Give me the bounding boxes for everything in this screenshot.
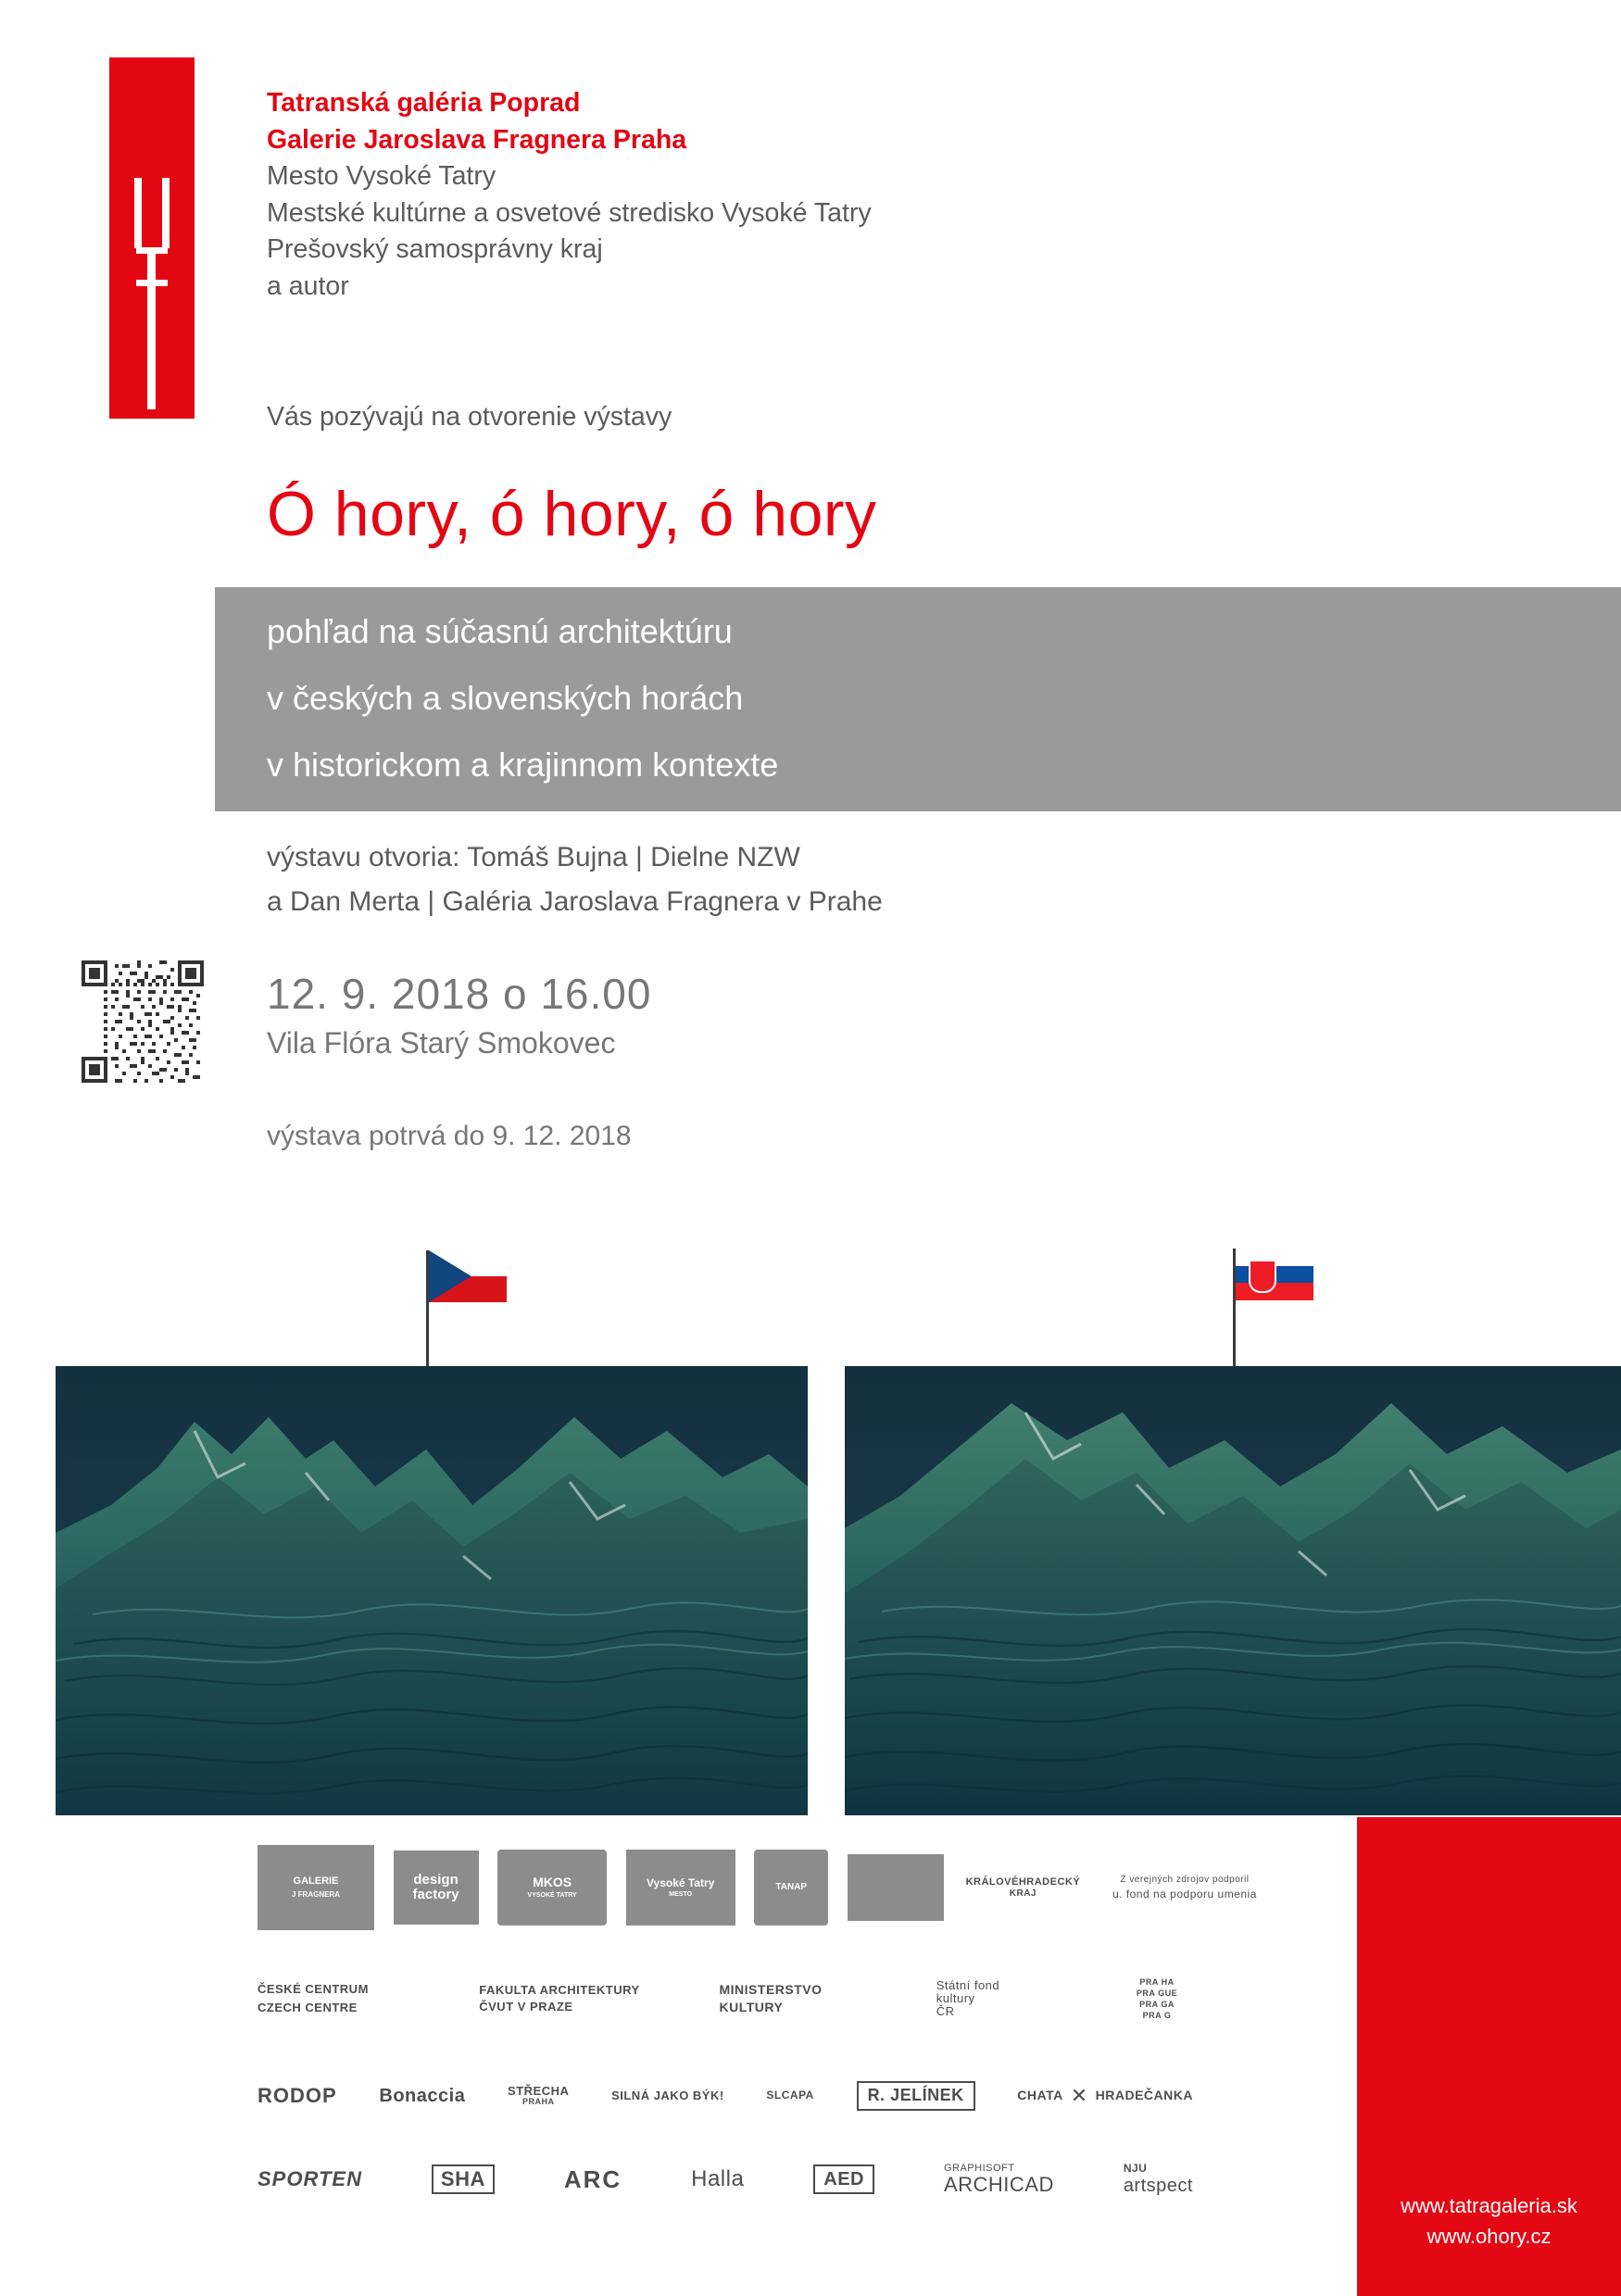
sponsor-label: Státní fond	[936, 1977, 1000, 1992]
event-date-block	[267, 969, 651, 1060]
mountain-painting-left	[56, 1366, 808, 1815]
sponsor-sublabel: CZECH CENTRE	[258, 2000, 358, 2014]
sponsor-label: AED	[823, 2169, 864, 2189]
sponsor-label: SPORTEN	[258, 2166, 362, 2190]
invitation-line: Vás pozývajú na otvorenie výstavy	[267, 402, 672, 432]
exhibition-duration: výstava potrvá do 9. 12. 2018	[267, 1121, 632, 1151]
sponsor-logo-arc[interactable]	[564, 2166, 622, 2193]
sponsor-logo-fpu[interactable]	[1102, 1875, 1267, 1901]
sponsor-logo-silna-jako-byk[interactable]	[611, 2089, 724, 2102]
czech-flag-icon	[429, 1250, 507, 1302]
organiser-line: a autor	[267, 270, 349, 301]
sponsor-row-2	[258, 1965, 1193, 2032]
sponsor-sublabel2: ČR	[936, 2004, 955, 2019]
sponsor-logo-r-jelinek[interactable]	[857, 2081, 975, 2111]
opener-line: a Dan Merta | Galéria Jaroslava Fragnera v Prahe	[267, 886, 883, 917]
organiser-line: Tatranská galéria Poprad	[267, 88, 581, 118]
organiser-line: Prešovský samosprávny kraj	[267, 234, 603, 264]
sponsor-label: SILNÁ JAKO BÝK!	[611, 2088, 724, 2102]
sponsor-logo-aed[interactable]	[813, 2164, 874, 2194]
organiser-line: Mestské kultúrne a osvetové stredisko Vysoké Tatry	[267, 197, 872, 228]
sponsor-logo-fa-cvut[interactable]	[479, 1984, 664, 2014]
sponsor-label: KRÁLOVÉHRADECKÝ	[965, 1876, 1081, 1888]
sponsor-logo-sfk-cr[interactable]	[936, 1979, 1066, 2019]
sponsor-label: Z verejných zdrojov podporil	[1120, 1874, 1250, 1885]
sponsor-label: FAKULTA ARCHITEKTURY	[479, 1983, 640, 1998]
sponsor-label: GALERIE	[293, 1876, 339, 1888]
mountain-painting-right	[845, 1366, 1621, 1815]
sponsor-label: ARC	[563, 2164, 622, 2193]
artwork-right	[845, 1366, 1621, 1815]
sponsor-logo-mkos[interactable]	[497, 1850, 607, 1926]
sponsor-logo-praha[interactable]	[1121, 1976, 1193, 2022]
sponsor-logo-kralovehradecky-kraj[interactable]	[962, 1876, 1083, 1898]
sponsor-sublabel: PRAHA	[521, 2097, 555, 2107]
sponsor-row-3	[258, 2075, 1193, 2117]
sponsor-label: CHATA	[1017, 2088, 1063, 2103]
sponsor-sublabel: KRAJ	[1009, 1888, 1037, 1899]
organiser-line: Mesto Vysoké Tatry	[267, 161, 496, 191]
footer-red-block	[1357, 1817, 1621, 2296]
sponsor-label: NJU	[1123, 2162, 1148, 2176]
subtitle-line: pohľad na súčasnú architektúru	[267, 612, 733, 650]
sponsor-label: ČESKÉ CENTRUM	[258, 1982, 369, 1997]
sponsor-label: Vysoké Tatry	[647, 1876, 715, 1889]
sponsor-logo-artspect[interactable]	[1124, 2163, 1193, 2195]
artwork-left	[56, 1366, 808, 1815]
sponsor-sublabel: HRADEČANKA	[1095, 2088, 1193, 2103]
sponsor-sublabel: ČVUT V PRAZE	[479, 1999, 573, 2014]
sponsor-logo-bonaccia[interactable]	[379, 2086, 465, 2106]
sponsor-sublabel: MESTO	[669, 1891, 693, 1899]
sponsor-sublabel: factory	[412, 1887, 459, 1902]
sponsor-sublabel: KULTURY	[719, 1999, 784, 2014]
organiser-line: Galerie Jaroslava Fragnera Praha	[267, 124, 687, 155]
sponsor-logo-vysoke-tatry[interactable]	[626, 1850, 735, 1926]
sponsor-label: SLCAPA	[766, 2089, 814, 2102]
sponsor-logo-strecha-praha[interactable]	[508, 2085, 569, 2107]
subtitle-band	[215, 587, 1621, 811]
sponsor-logo-psk[interactable]	[848, 1854, 944, 1921]
exhibition-title: Ó hory, ó hory, ó hory	[267, 479, 877, 549]
sponsor-label: MKOS	[533, 1875, 572, 1890]
sponsor-sublabel: J FRAGNERA	[291, 1889, 340, 1899]
sponsor-label: GRAPHISOFT	[943, 2162, 1015, 2174]
sponsor-logo-tanap[interactable]	[754, 1850, 828, 1926]
sponsor-sublabel: PRA GUE	[1136, 1988, 1178, 1998]
sponsor-sublabel: u. fond na podporu umenia	[1112, 1887, 1257, 1901]
subtitle-line: v historickom a krajinnom kontexte	[267, 746, 779, 784]
sponsor-logo-design-factory[interactable]	[394, 1851, 479, 1925]
x-divider-icon: ✕	[1070, 2083, 1088, 2107]
sponsor-label: MINISTERSTVO	[719, 1982, 823, 1998]
sponsor-logo-halla[interactable]	[691, 2167, 744, 2191]
url-ohory[interactable]: www.ohory.cz	[1426, 2225, 1552, 2248]
sponsor-sublabel: VYSOKÉ TATRY	[527, 1892, 577, 1900]
sponsor-label: SHA	[440, 2166, 485, 2190]
qr-code-icon[interactable]	[82, 960, 204, 1083]
sponsor-logo-chata-hradecanka[interactable]	[1017, 2085, 1193, 2107]
event-venue: Vila Flóra Starý Smokovec	[267, 1026, 616, 1060]
sponsor-logo-ceske-centrum[interactable]	[258, 1983, 424, 2014]
sponsor-logo-sha[interactable]	[432, 2164, 495, 2194]
footer-urls	[1357, 2190, 1621, 2252]
sponsor-label: design	[413, 1872, 459, 1888]
sponsor-label: TANAP	[775, 1881, 808, 1892]
sponsor-logo-slcapa[interactable]	[766, 2089, 813, 2102]
openers-block	[267, 835, 883, 924]
opener-line: výstavu otvoria: Tomáš Bujna | Dielne NZW	[267, 842, 800, 872]
url-tatragaleria[interactable]: www.tatragaleria.sk	[1401, 2194, 1577, 2217]
sponsor-label: RODOP	[258, 2083, 337, 2107]
sponsor-label: Bonaccia	[379, 2086, 466, 2106]
sponsor-logo-rodop[interactable]	[258, 2085, 337, 2107]
artwork-row	[56, 1204, 1621, 1815]
sponsor-logo-gjf[interactable]	[258, 1845, 374, 1930]
sponsor-sublabel: kultury	[936, 1990, 975, 2005]
sponsor-logo-ministerstvo-kultury[interactable]	[720, 1983, 882, 2014]
sponsor-logo-archicad[interactable]	[944, 2163, 1054, 2196]
logo-glyph-icon	[109, 57, 195, 419]
sponsor-label: STŘECHA	[508, 2083, 570, 2098]
subtitle-line: v českých a slovenských horách	[267, 679, 744, 717]
sponsor-row-4	[258, 2155, 1193, 2203]
sponsor-label: PRA HA	[1139, 1976, 1175, 1987]
sponsor-sublabel: artspect	[1123, 2175, 1193, 2196]
sponsor-sublabel3: PRA G	[1142, 2011, 1172, 2021]
event-date: 12. 9. 2018 o 16.00	[267, 970, 652, 1018]
sponsor-sublabel2: PRA GA	[1139, 2000, 1175, 2009]
sponsor-label: Halla	[691, 2165, 745, 2191]
sponsor-logo-sporten[interactable]	[258, 2168, 362, 2190]
sponsor-row-1	[258, 1845, 1267, 1930]
slovak-flag-icon	[1236, 1248, 1313, 1300]
gjf-logo-mark	[109, 57, 195, 419]
sponsor-label: R. JELÍNEK	[867, 2086, 964, 2105]
organisers-list	[267, 85, 1332, 305]
sponsor-sublabel: ARCHICAD	[943, 2172, 1054, 2196]
